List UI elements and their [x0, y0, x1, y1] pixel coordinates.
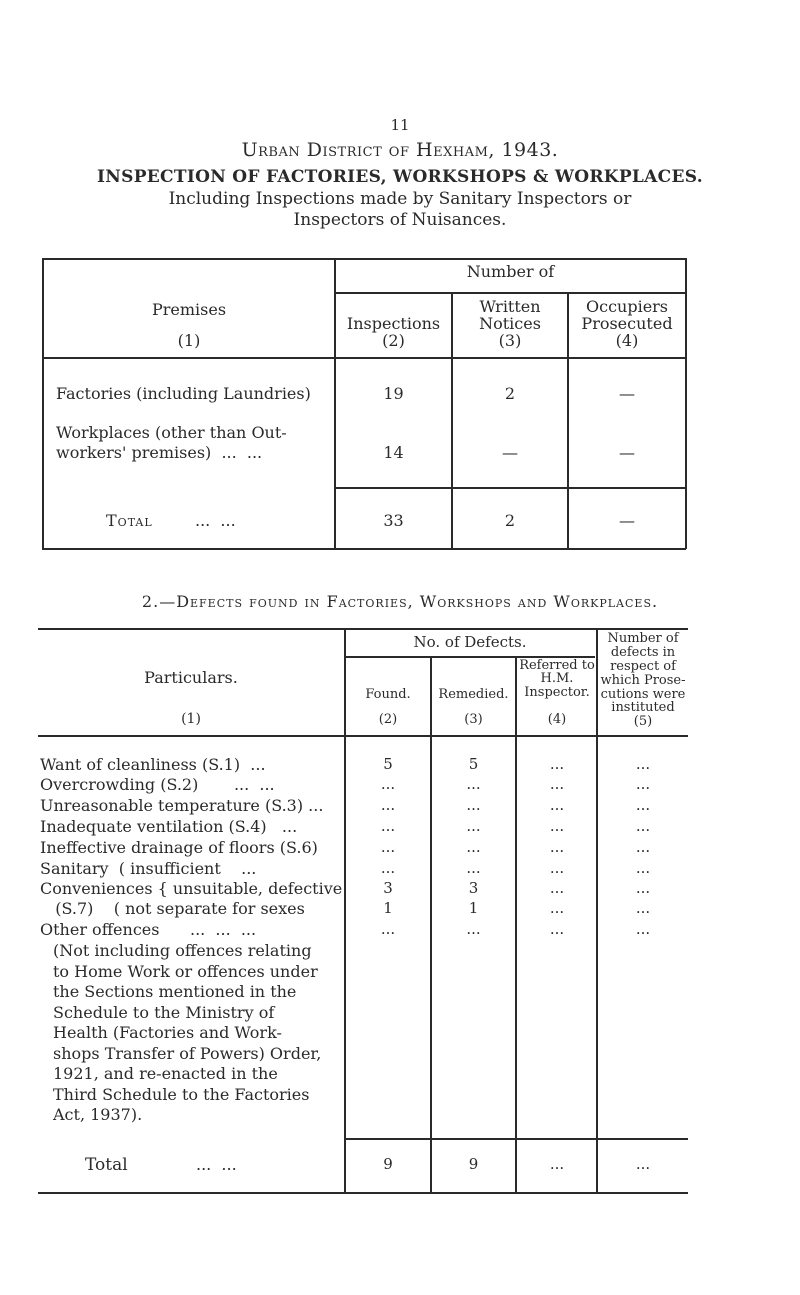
table2-row-label: Sanitary ( insufficient ... — [40, 859, 257, 878]
table1-group-header: Number of — [466, 262, 555, 281]
table1-total-notices: 2 — [504, 511, 516, 530]
table2-col-referred-num: (4) — [547, 712, 567, 727]
table2-row-label: (S.7) ( not separate for sexes — [40, 899, 305, 918]
table2-row-found: 5 — [383, 755, 393, 773]
table2-row-label: Ineffective drainage of floors (S.6) — [40, 838, 318, 857]
table2-row-found: ... — [380, 920, 396, 938]
table1-total-inspections: 33 — [383, 511, 404, 530]
table2-top-rule — [38, 628, 688, 630]
table2-bottom-rule — [38, 1192, 688, 1194]
table2-row-found: ... — [380, 775, 396, 793]
table1-header-rule — [42, 357, 686, 359]
table1-col-premises-num: (1) — [177, 331, 201, 350]
table1-row-workplaces-notices: — — [502, 443, 518, 462]
table2-row-found: 3 — [383, 879, 393, 897]
table2-row-remedied: ... — [466, 838, 481, 856]
table2-col-prosecutions-2: defects in — [610, 645, 676, 660]
table1-top-rule — [42, 258, 686, 260]
table2-row-prosecutions: ... — [635, 817, 651, 835]
page-number: 11 — [390, 116, 410, 134]
table2-row-label: Overcrowding (S.2) ... ... — [40, 775, 275, 794]
table2-total-found: 9 — [383, 1155, 393, 1173]
table2-row-referred: ... — [549, 755, 565, 773]
table2-row-prosecutions: ... — [635, 859, 651, 877]
table2-row-label: Conveniences { unsuitable, defective — [40, 879, 343, 898]
table1-total-prosecuted: — — [619, 511, 635, 530]
table2-col-remedied: Remedied. — [438, 687, 509, 702]
table1-total-rule — [335, 487, 686, 489]
table2-row-prosecutions: ... — [635, 879, 651, 897]
table2-row-label: Inadequate ventilation (S.4) ... — [40, 817, 298, 836]
note-line: to Home Work or offences under — [53, 961, 318, 981]
table1-row-factories-label: Factories (including Laundries) — [56, 384, 311, 403]
table2-row-referred: ... — [549, 899, 565, 917]
table2-col-prosecutions-5: cutions were — [600, 687, 686, 702]
table1-col-inspections: Inspections — [346, 314, 441, 333]
table2-col-found: Found. — [365, 687, 411, 702]
table2-row-prosecutions: ... — [635, 796, 651, 814]
table2-total-label: Total — [85, 1155, 128, 1175]
table2-row-found: ... — [380, 796, 396, 814]
note-line: Act, 1937). — [53, 1105, 143, 1124]
table2-row-remedied: 1 — [468, 899, 479, 917]
subtitle-line-1: Including Inspections made by Sanitary Inspectors or — [168, 189, 632, 209]
table2-row-label: Unreasonable temperature (S.3) ... — [40, 796, 324, 815]
table2-row-remedied: ... — [466, 817, 481, 835]
table1-col-occupiers-2: Prosecuted — [581, 314, 673, 333]
table2-row-remedied: ... — [466, 859, 481, 877]
table1-col-occupiers-num: (4) — [615, 331, 639, 350]
note-line: 1921, and re-enacted in the — [53, 1064, 278, 1083]
table2-header-rule — [38, 735, 688, 737]
table2-row-remedied: ... — [466, 775, 481, 793]
table2-total-rule — [345, 1138, 688, 1140]
table1-col-written-2: Notices — [479, 314, 541, 333]
table2-group-header: No. of Defects. — [413, 633, 527, 651]
note-line: the Sections mentioned in the — [53, 982, 297, 1001]
table2-row-prosecutions: ... — [635, 775, 651, 793]
table2-col-particulars: Particulars. — [144, 668, 238, 687]
section2-title: 2.—Defects found in Factories, Workshops and Workplaces. — [141, 592, 659, 611]
table2-total-remedied: 9 — [468, 1155, 479, 1173]
main-title: INSPECTION OF FACTORIES, WORKSHOPS & WORKPLACES. — [97, 167, 703, 187]
table2-row-prosecutions: ... — [635, 838, 651, 856]
note-line: Third Schedule to the Factories — [53, 1084, 310, 1104]
table2-row-remedied: ... — [466, 920, 481, 938]
table1-row-workplaces-label-2: workers' premises) ... ... — [56, 443, 263, 462]
table2-row-found: ... — [380, 817, 396, 835]
table1-right-border — [685, 258, 687, 549]
table2-col-prosecutions-6: instituted — [611, 700, 675, 715]
table2-col-particulars-num: (1) — [181, 711, 201, 727]
note-line: Health (Factories and Work- — [53, 1023, 282, 1042]
table2-row-prosecutions: ... — [635, 899, 651, 917]
table2-row-found: ... — [380, 859, 396, 877]
table1-row-workplaces-prosecuted: — — [619, 443, 635, 462]
table2-col-prosecutions-1: Number of — [607, 631, 679, 646]
table2-col-referred-3: Inspector. — [524, 685, 590, 700]
table2-total-prosecutions: ... — [635, 1155, 651, 1173]
table2-col-prosecutions-3: respect of — [610, 659, 676, 674]
table2-row-found: ... — [380, 838, 396, 856]
table2-row-prosecutions: ... — [635, 920, 651, 938]
table2-col-prosecutions-num: (5) — [633, 714, 653, 729]
subtitle-line-2: Inspectors of Nuisances. — [293, 210, 507, 230]
table2-row-referred: ... — [549, 775, 565, 793]
table1-row-factories-prosecuted: — — [619, 384, 635, 403]
table2-note — [53, 941, 321, 1126]
table1-bottom-rule — [42, 548, 686, 550]
table1-row-factories-notices: 2 — [504, 384, 516, 403]
table2-row-referred: ... — [549, 838, 565, 856]
table2-row-prosecutions: ... — [635, 755, 651, 773]
note-line: shops Transfer of Powers) Order, — [53, 1043, 322, 1063]
table1-col-inspections-num: (2) — [382, 331, 405, 350]
table1-row-factories-inspections: 19 — [383, 384, 404, 403]
table1-group-rule — [335, 292, 686, 294]
table2-col-referred-2: H.M. — [540, 671, 574, 686]
table1-col-divider-1 — [334, 258, 336, 549]
table2-col-remedied-num: (3) — [464, 712, 483, 727]
table2-row-referred: ... — [549, 859, 565, 877]
note-line: (Not including offences relating — [53, 941, 312, 960]
note-line: Schedule to the Ministry of — [53, 1002, 275, 1022]
table1-col-premises: Premises — [151, 300, 227, 319]
table2-row-remedied: ... — [466, 796, 481, 814]
table2-row-referred: ... — [549, 817, 565, 835]
table1-row-workplaces-inspections: 14 — [383, 443, 404, 462]
table1-col-written-1: Written — [479, 297, 541, 316]
table2-row-referred: ... — [549, 879, 565, 897]
table2-col-prosecutions-4: which Prose- — [600, 673, 686, 688]
table2-total-dots: ... ... — [196, 1155, 237, 1174]
subtitle — [100, 189, 700, 231]
table2-row-referred: ... — [549, 920, 565, 938]
table2-row-remedied: 5 — [468, 755, 479, 773]
table2-row-remedied: 3 — [468, 879, 479, 897]
table2-total-referred: ... — [549, 1155, 565, 1173]
table2-row-label: Want of cleanliness (S.1) ... — [40, 755, 266, 774]
table1-total-label: Total — [106, 511, 153, 530]
table2-row-found: 1 — [383, 899, 393, 917]
table1-total-dots: ... ... — [195, 511, 236, 530]
table1-row-workplaces-label-1: Workplaces (other than Out- — [56, 423, 287, 442]
table1-col-written-num: (3) — [498, 331, 522, 350]
table2-col-found-num: (2) — [378, 712, 398, 727]
table2-row-label: Other offences ... ... ... — [40, 920, 257, 939]
table2-row-referred: ... — [549, 796, 565, 814]
table1-col-occupiers-1: Occupiers — [585, 297, 669, 316]
table2-col-referred-1: Referred to — [519, 658, 595, 673]
district-title: Urban District of Hexham, 1943. — [241, 139, 559, 161]
